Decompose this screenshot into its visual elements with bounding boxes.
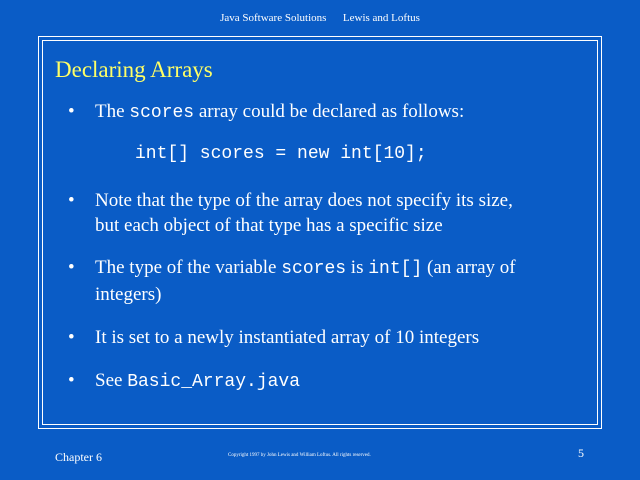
bullet-5-text <box>95 369 300 394</box>
code-int-array: int[] <box>368 259 423 279</box>
bullet-1-text <box>95 100 464 125</box>
bullet-2-line2: but each object of that type has a specific size <box>95 215 443 236</box>
bullet-marker: • <box>68 190 75 211</box>
bullet-5-pre: See <box>95 370 128 391</box>
bullet-3-pre: The type of the variable <box>95 257 282 278</box>
bullet-3-post: (an array of <box>422 257 516 278</box>
slide-header <box>0 12 640 24</box>
bullet-marker: • <box>68 101 75 122</box>
code-scores: scores <box>129 103 195 123</box>
bullet-2-line1: Note that the type of the array does not specify its size, <box>95 190 513 211</box>
code-scores: scores <box>281 259 347 279</box>
bullet-4-text: It is set to a newly instantiated array of 10 integers <box>95 327 480 348</box>
slide-title: Declaring Arrays <box>55 57 213 82</box>
page-number: 5 <box>578 446 584 460</box>
bullet-1-pre: The <box>95 101 130 122</box>
code-declaration: int[] scores = new int[10]; <box>135 144 427 164</box>
bullet-marker: • <box>68 327 75 348</box>
bullet-3-line2: integers) <box>95 284 162 305</box>
bullet-3-line1 <box>95 256 516 281</box>
bullet-1-post: array could be declared as follows: <box>194 101 465 122</box>
bullet-marker: • <box>68 257 75 278</box>
authors: Lewis and Loftus <box>342 12 420 24</box>
code-filename: Basic_Array.java <box>127 372 301 392</box>
bullet-3-mid: is <box>346 257 369 278</box>
bullet-marker: • <box>68 370 75 391</box>
copyright-notice: Copyright 1997 by John Lewis and William Loftus. All rights reserved. <box>228 453 371 458</box>
book-title: Java Software Solutions <box>220 12 327 24</box>
chapter-label: Chapter 6 <box>55 450 102 464</box>
